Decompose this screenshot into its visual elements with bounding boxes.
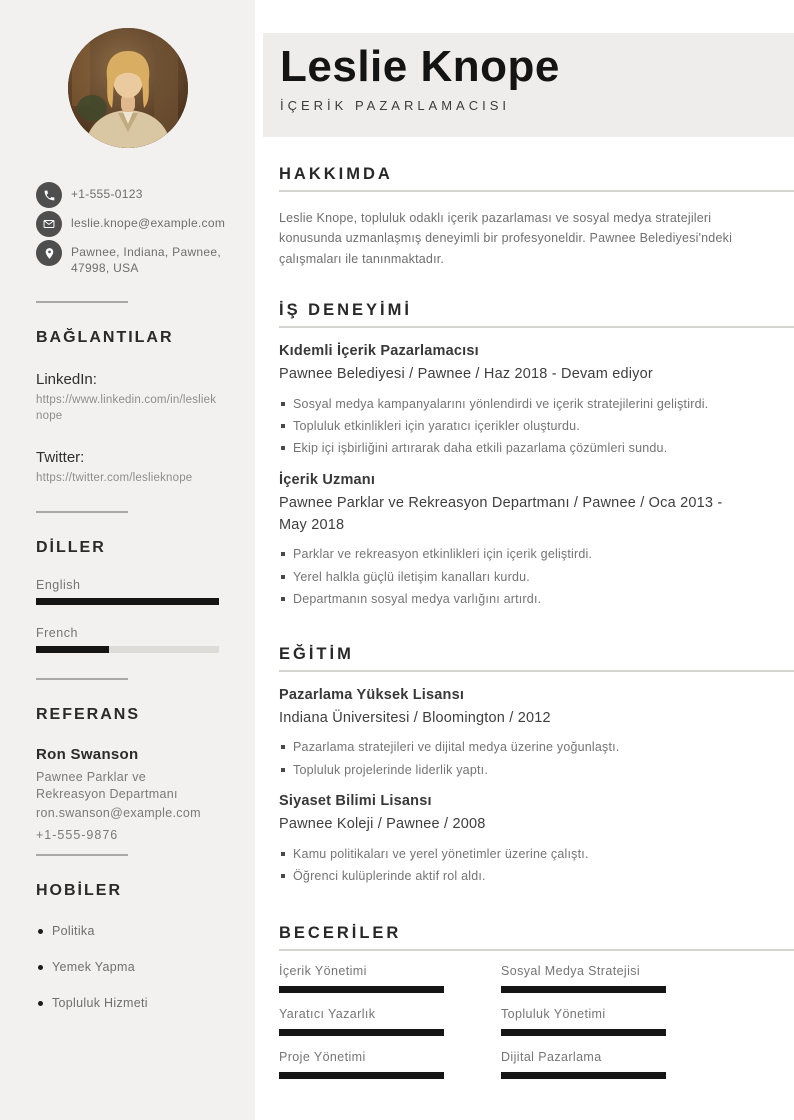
- reference-phone: +1-555-9876: [36, 828, 119, 843]
- skills-grid: [279, 964, 794, 1079]
- contact-info: [36, 182, 255, 277]
- main-content: [263, 0, 794, 1079]
- bullet-square-icon: [281, 852, 285, 856]
- skill-name: İçerik Yönetimi: [279, 964, 367, 978]
- hobby-item: Politika: [38, 924, 255, 938]
- linkedin-url: https://www.linkedin.com/in/leslieknope: [36, 393, 217, 423]
- header-band: [263, 33, 794, 137]
- language-name: French: [36, 625, 78, 640]
- language-level-bar: [36, 646, 219, 653]
- profile-photo: [68, 28, 188, 148]
- education-degree: Pazarlama Yüksek Lisansı: [279, 686, 465, 703]
- email-icon: [36, 211, 62, 237]
- job-title: İÇERİK PAZARLAMACISI: [280, 97, 511, 113]
- education-meta: Indiana Üniversitesi / Bloomington / 2012: [279, 709, 551, 726]
- bullet-item: Sosyal medya kampanyalarını yönlendirdi ve içerik stratejilerini geliştirdi.: [279, 395, 750, 414]
- education-bullets: [279, 738, 750, 779]
- bullet-square-icon: [281, 768, 285, 772]
- bullet-square-icon: [281, 402, 285, 406]
- twitter-url: https://twitter.com/leslieknope: [36, 472, 193, 484]
- experience-role: İçerik Uzmanı: [279, 471, 376, 488]
- reference-organization: Pawnee Parklar ve Rekreasyon Departmanı: [36, 769, 178, 801]
- bullet-square-icon: [281, 745, 285, 749]
- skill-level-bar: [279, 1072, 444, 1079]
- languages-section-title: DİLLER: [36, 538, 106, 556]
- sidebar: [0, 0, 255, 1120]
- bullet-item: Pazarlama stratejileri ve dijital medya üzerine yoğunlaştı.: [279, 738, 750, 757]
- bullet-item: Topluluk etkinlikleri için yaratıcı içerikler oluşturdu.: [279, 417, 750, 436]
- contact-email-row: [36, 211, 255, 237]
- sidebar-divider: [36, 511, 128, 513]
- skill-name: Sosyal Medya Stratejisi: [501, 964, 641, 978]
- location-icon: [36, 240, 62, 266]
- skill-level-bar: [501, 1029, 666, 1036]
- education-section-title: EĞİTİM: [279, 644, 354, 663]
- education-meta: Pawnee Koleji / Pawnee / 2008: [279, 816, 486, 833]
- skill-item: [501, 1007, 666, 1036]
- hobby-item: Yemek Yapma: [38, 960, 255, 974]
- skills-section-title: BECERİLER: [279, 924, 402, 942]
- bullet-item: Ekip içi işbirliğini artırarak daha etkili pazarlama çözümleri sundu.: [279, 439, 750, 458]
- experience-meta: Pawnee Parklar ve Rekreasyon Departmanı / Pawnee / Oca 2013 - May 2018: [279, 494, 723, 533]
- skill-level-bar: [279, 986, 444, 993]
- sidebar-divider: [36, 854, 128, 856]
- bullet-dot-icon: [38, 1001, 43, 1006]
- skill-item: [501, 1050, 666, 1079]
- skill-level-bar: [501, 986, 666, 993]
- linkedin-label: LinkedIn:: [36, 370, 97, 388]
- experience-bullets: [279, 545, 750, 608]
- phone-icon: [36, 182, 62, 208]
- bullet-item: Parklar ve rekreasyon etkinlikleri için içerik geliştirdi.: [279, 545, 750, 564]
- experience-role: Kıdemli İçerik Pazarlamacısı: [279, 342, 479, 359]
- reference-email: ron.swanson@example.com: [36, 806, 201, 821]
- skill-level-bar: [279, 1029, 444, 1036]
- hobby-item: Topluluk Hizmeti: [38, 996, 255, 1010]
- skill-item: [501, 964, 666, 993]
- email-address: leslie.knope@example.com: [71, 216, 226, 230]
- twitter-label: Twitter:: [36, 449, 85, 466]
- section-divider: [279, 670, 794, 672]
- section-divider: [279, 190, 794, 192]
- education-entry: [279, 793, 750, 886]
- about-section-title: HAKKIMDA: [279, 165, 393, 183]
- bullet-square-icon: [281, 424, 285, 428]
- bullet-square-icon: [281, 597, 285, 601]
- contact-address-row: [36, 240, 255, 277]
- education-entry: [279, 687, 750, 780]
- sidebar-divider: [36, 301, 128, 303]
- bullet-square-icon: [281, 575, 285, 579]
- bullet-item: Yerel halkla güçlü iletişim kanalları kurdu.: [279, 568, 750, 587]
- hobbies-list: [38, 924, 255, 1010]
- section-divider: [279, 949, 794, 951]
- skill-item: [279, 1050, 444, 1079]
- reference-section-title: REFERANS: [36, 705, 141, 723]
- education-bullets: [279, 845, 750, 886]
- experience-entry: [279, 343, 750, 458]
- skill-item: [279, 964, 444, 993]
- bullet-item: Öğrenci kulüplerinde aktif rol aldı.: [279, 867, 750, 886]
- skill-name: Topluluk Yönetimi: [501, 1007, 606, 1021]
- bullet-item: Departmanın sosyal medya varlığını artırdı.: [279, 590, 750, 609]
- experience-bullets: [279, 395, 750, 458]
- sidebar-divider: [36, 678, 128, 680]
- skill-name: Proje Yönetimi: [279, 1050, 366, 1064]
- experience-entry: [279, 472, 750, 609]
- hobbies-section-title: HOBİLER: [36, 882, 122, 900]
- contact-phone-row: [36, 182, 255, 208]
- person-name: Leslie Knope: [280, 42, 560, 91]
- bullet-item: Kamu politikaları ve yerel yönetimler üzerine çalıştı.: [279, 845, 750, 864]
- experience-meta: Pawnee Belediyesi / Pawnee / Haz 2018 - Devam ediyor: [279, 365, 653, 382]
- skill-level-bar: [501, 1072, 666, 1079]
- reference-name: Ron Swanson: [36, 745, 139, 763]
- education-degree: Siyaset Bilimi Lisansı: [279, 793, 432, 810]
- skill-name: Dijital Pazarlama: [501, 1050, 602, 1064]
- bullet-dot-icon: [38, 965, 43, 970]
- bullet-item: Topluluk projelerinde liderlik yaptı.: [279, 761, 750, 780]
- postal-address: Pawnee, Indiana, Pawnee, 47998, USA: [71, 245, 221, 275]
- skill-name: Yaratıcı Yazarlık: [279, 1007, 376, 1021]
- bullet-square-icon: [281, 446, 285, 450]
- skill-item: [279, 1007, 444, 1036]
- language-name: English: [36, 577, 81, 592]
- phone-number: +1-555-0123: [71, 187, 143, 201]
- experience-section-title: İŞ DENEYİMİ: [279, 300, 412, 319]
- bullet-square-icon: [281, 874, 285, 878]
- bullet-square-icon: [281, 552, 285, 556]
- section-divider: [279, 326, 794, 328]
- language-level-bar: [36, 598, 219, 605]
- about-text: Leslie Knope, topluluk odaklı içerik pazarlaması ve sosyal medya stratejileri konusunda uzmanlaşmış deneyimli bir profesyoneldir. Pawnee Belediyesi'ndeki çalışmaları ile tanınmaktadır.: [279, 211, 733, 266]
- bullet-dot-icon: [38, 929, 43, 934]
- portrait-illustration: [68, 28, 188, 148]
- connections-section-title: BAĞLANTILAR: [36, 328, 174, 346]
